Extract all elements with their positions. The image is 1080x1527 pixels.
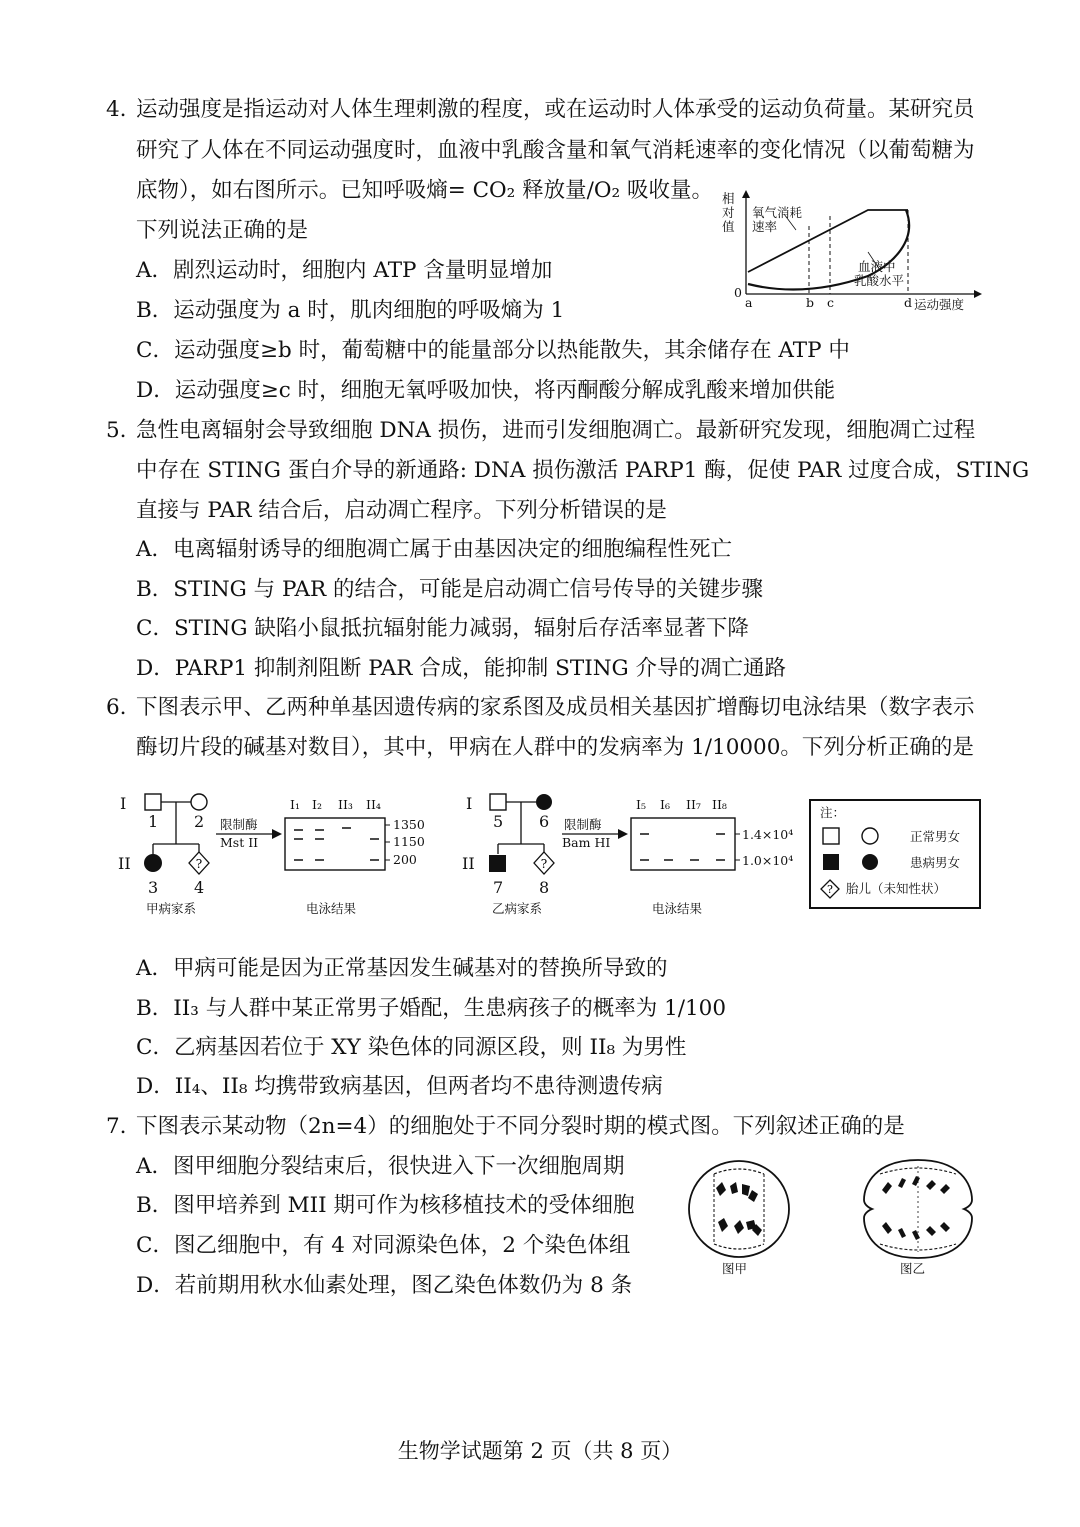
q6-fam-b-gen-i: I — [466, 794, 473, 813]
q4-graph-curve2-label-2: 乳酸水平 — [854, 273, 905, 288]
q4-graph-tick-a: a — [745, 295, 753, 310]
q7-cell-a-drawing — [686, 1156, 792, 1262]
q4-stem-line3: 底物），如右图所示。已知呼吸熵= CO₂ 释放量/O₂ 吸收量。 — [136, 178, 713, 203]
q6-legend-fetus: 胎儿（未知性状） — [846, 881, 947, 896]
q6-enzyme-b-line2: Bam HI — [562, 835, 611, 850]
q7-stem-line1: 下图表示某动物（2n=4）的细胞处于不同分裂时期的模式图。下列叙述正确的是 — [136, 1114, 905, 1139]
q7-option-c: C．图乙细胞中，有 4 对同源染色体，2 个染色体组 — [136, 1233, 631, 1258]
q4-graph-ylabel-3: 值 — [722, 219, 735, 234]
q6-gel-a-size-3: 200 — [393, 852, 417, 867]
q6-fam-a-caption: 甲病家系 — [146, 901, 197, 916]
q6-option-a: A．甲病可能是因为正常基因发生碱基对的替换所导致的 — [136, 956, 668, 981]
q4-graph-ylabel-2: 对 — [722, 205, 735, 220]
q6-fam-a-id-4: 4 — [194, 878, 205, 897]
q4-option-b: B．运动强度为 a 时，肌肉细胞的呼吸熵为 1 — [136, 298, 565, 323]
q6-legend-affected: 患病男女 — [910, 855, 961, 870]
q6-fam-b-gen-ii: II — [462, 854, 475, 873]
q4-graph-ylabel-1: 相 — [722, 191, 735, 206]
q5-option-b: B．STING 与 PAR 的结合，可能是启动凋亡信号传导的关键步骤 — [136, 577, 764, 602]
svg-text:?: ? — [827, 883, 833, 896]
q6-gel-b-lane-2: I₆ — [660, 797, 670, 812]
q5-option-a: A．电离辐射诱导的细胞凋亡属于由基因决定的细胞编程性死亡 — [136, 537, 733, 562]
q7-option-a: A．图甲细胞分裂结束后，很快进入下一次细胞周期 — [136, 1154, 625, 1179]
q6-fam-b-id-5: 5 — [493, 812, 504, 831]
q6-gel-b-lane-4: II₈ — [712, 797, 727, 812]
q6-figure — [110, 788, 990, 928]
q6-stem-line2: 酶切片段的碱基对数目），其中，甲病在人群中的发病率为 1/10000。下列分析正确的是 — [136, 735, 974, 760]
q5-stem-line3: 直接与 PAR 结合后，启动凋亡程序。下列分析错误的是 — [136, 498, 667, 523]
q6-fam-b-caption: 乙病家系 — [492, 901, 543, 916]
q4-graph-curve1-label-1: 氧气消耗 — [752, 205, 803, 220]
q4-number: 4. — [106, 97, 127, 122]
q6-fam-a-id-2: 2 — [194, 812, 205, 831]
q6-enzyme-a-line2: Mst II — [220, 835, 259, 850]
q4-graph-curve2-label-1: 血液中 — [858, 259, 896, 274]
q6-fam-b-id-6: 6 — [539, 812, 550, 831]
q4-graph-tick-d: d — [904, 295, 913, 310]
q6-enzyme-b-line1: 限制酶 — [564, 817, 602, 832]
q6-gel-b-size-1: 1.4×10⁴ — [742, 827, 794, 842]
q6-gel-a-caption: 电泳结果 — [306, 901, 357, 916]
q7-cell-b — [860, 1156, 976, 1282]
q5-stem-line1: 急性电离辐射会导致细胞 DNA 损伤，进而引发细胞凋亡。最新研究发现，细胞凋亡过程 — [136, 418, 976, 443]
q6-gel-b-caption: 电泳结果 — [652, 901, 703, 916]
q4-option-c: C．运动强度≥b 时，葡萄糖中的能量部分以热能散失，其余储存在 ATP 中 — [136, 338, 850, 363]
q5-option-d: D．PARP1 抑制剂阻断 PAR 合成，能抑制 STING 介导的凋亡通路 — [136, 656, 787, 681]
q4-prompt: 下列说法正确的是 — [136, 218, 309, 243]
q4-stem-line1: 运动强度是指运动对人体生理刺激的程度，或在运动时人体承受的运动负荷量。某研究员 — [136, 97, 975, 122]
svg-text:?: ? — [195, 857, 203, 871]
q6-fam-a-id-3: 3 — [148, 878, 159, 897]
q6-fam-a-id-1: 1 — [148, 812, 159, 831]
q7-cell-a-label: 图甲 — [722, 1261, 748, 1276]
q5-number: 5. — [106, 418, 127, 443]
q6-gel-a-lane-3: II₃ — [338, 797, 353, 812]
q6-option-b: B．II₃ 与人群中某正常男子婚配，生患病孩子的概率为 1/100 — [136, 996, 727, 1021]
q6-legend-title: 注： — [820, 805, 846, 820]
q4-graph-origin: 0 — [734, 285, 742, 300]
page-footer: 生物学试题第 2 页（共 8 页） — [397, 1439, 683, 1463]
q4-graph-curve1-label-2: 速率 — [752, 219, 778, 234]
q4-graph-tick-b: b — [806, 295, 815, 310]
q7-number: 7. — [106, 1114, 127, 1139]
q6-legend-normal: 正常男女 — [910, 829, 961, 844]
q6-option-d: D．II₄、II₈ 均携带致病基因，但两者均不患待测遗传病 — [136, 1074, 663, 1099]
q6-fam-b-id-7: 7 — [493, 878, 504, 897]
q5-option-c: C．STING 缺陷小鼠抵抗辐射能力减弱，辐射后存活率显著下降 — [136, 616, 749, 641]
q4-option-d: D．运动强度≥c 时，细胞无氧呼吸加快，将丙酮酸分解成乳酸来增加供能 — [136, 378, 836, 403]
q7-cell-b-label: 图乙 — [900, 1261, 926, 1276]
q7-cell-a — [686, 1156, 792, 1282]
q6-gel-a-size-1: 1350 — [393, 817, 425, 832]
q7-cell-b-drawing — [860, 1156, 976, 1262]
q6-fam-b-id-8: 8 — [539, 878, 550, 897]
q4-graph — [718, 190, 988, 320]
q6-stem-line1: 下图表示甲、乙两种单基因遗传病的家系图及成员相关基因扩增酶切电泳结果（数字表示 — [136, 695, 975, 720]
q6-gel-a-lane-1: I₁ — [290, 797, 300, 812]
q6-option-c: C．乙病基因若位于 XY 染色体的同源区段，则 II₈ 为男性 — [136, 1035, 687, 1060]
q6-gel-b-lane-3: II₇ — [686, 797, 701, 812]
q6-gel-a-size-2: 1150 — [393, 834, 425, 849]
q6-gel-a-lane-2: I₂ — [312, 797, 322, 812]
q4-option-a: A．剧烈运动时，细胞内 ATP 含量明显增加 — [136, 258, 553, 283]
q6-figure-drawing — [110, 788, 990, 928]
q4-graph-tick-c: c — [827, 295, 835, 310]
q4-graph-xlabel: 运动强度 — [914, 297, 965, 312]
q4-stem-line2: 研究了人体在不同运动强度时，血液中乳酸含量和氧气消耗速率的变化情况（以葡萄糖为 — [136, 138, 975, 163]
q6-enzyme-a-line1: 限制酶 — [220, 817, 258, 832]
q7-option-d: D．若前期用秋水仙素处理，图乙染色体数仍为 8 条 — [136, 1273, 633, 1298]
q6-gel-a-lane-4: II₄ — [366, 797, 381, 812]
q5-stem-line2: 中存在 STING 蛋白介导的新通路: DNA 损伤激活 PARP1 酶，促使 PAR 过度合成，STING — [136, 458, 1030, 483]
q6-gel-b-lane-1: I₅ — [636, 797, 646, 812]
q6-gel-b-size-2: 1.0×10⁴ — [742, 853, 794, 868]
q6-number: 6. — [106, 695, 127, 720]
q7-option-b: B．图甲培养到 MII 期可作为核移植技术的受体细胞 — [136, 1193, 635, 1218]
q6-fam-a-gen-i: I — [120, 794, 127, 813]
q6-fam-a-gen-ii: II — [118, 854, 131, 873]
svg-text:?: ? — [540, 857, 548, 871]
